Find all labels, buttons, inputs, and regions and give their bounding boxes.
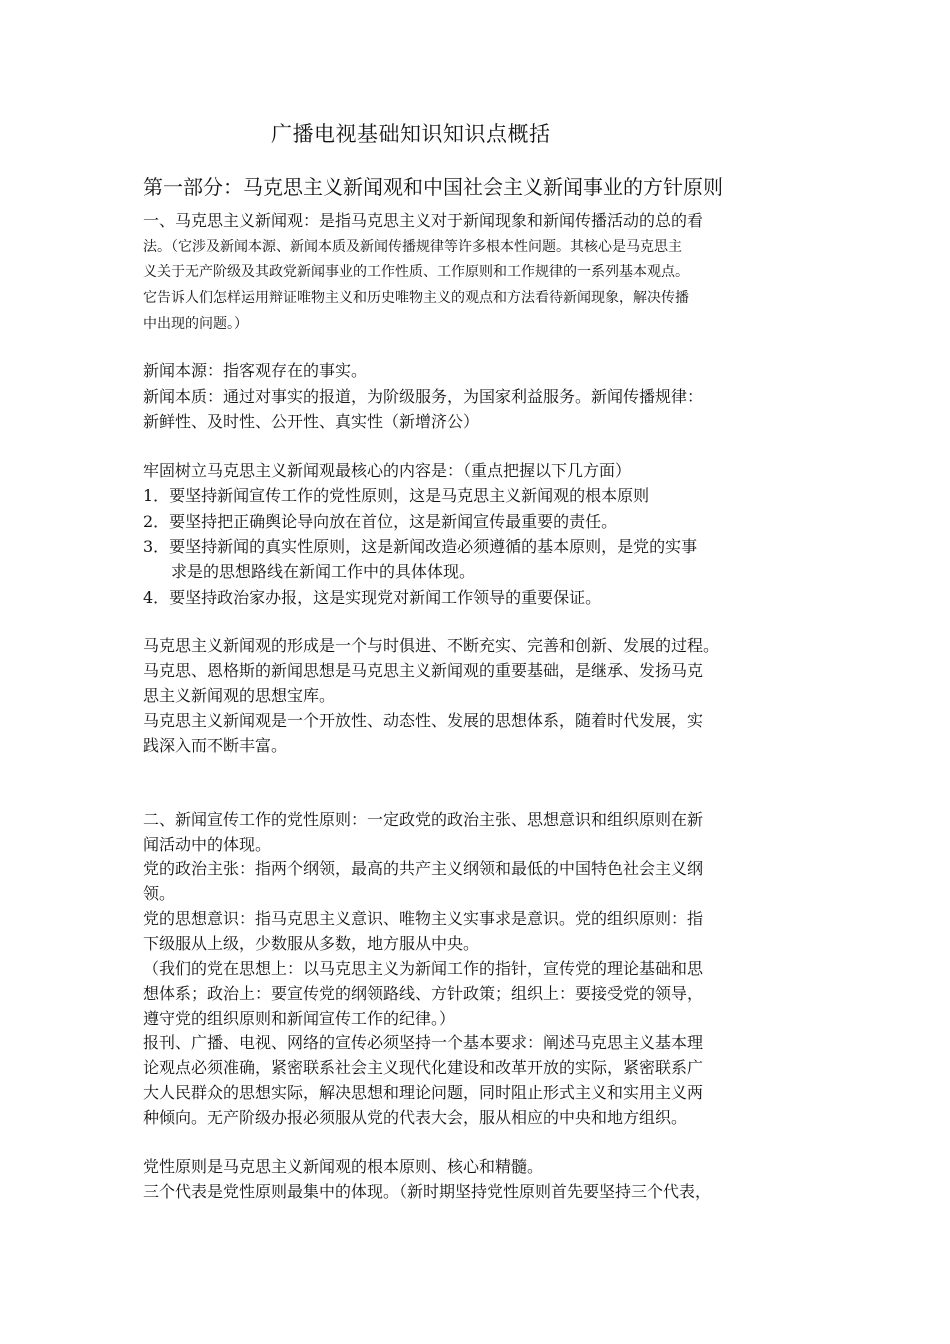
paragraph-line: 党性原则是马克思主义新闻观的根本原则、核心和精髓。	[143, 1157, 544, 1176]
paragraph-line: 党的政治主张：指两个纲领，最高的共产主义纲领和最低的中国特色社会主义纲	[143, 859, 704, 878]
paragraph-line: 马克思主义新闻观是一个开放性、动态性、发展的思想体系，随着时代发展，实	[143, 711, 704, 730]
paragraph-line: 思主义新闻观的思想宝库。	[143, 686, 336, 705]
paragraph-line: 报刊、广播、电视、网络的宣传必须坚持一个基本要求：阐述马克思主义基本理	[143, 1033, 704, 1052]
paragraph-line: 党的思想意识：指马克思主义意识、唯物主义实事求是意识。党的组织原则：指	[143, 909, 704, 928]
section-heading-line: 二、新闻宣传工作的党性原则：一定政党的政治主张、思想意识和组织原则在新	[143, 810, 704, 829]
document-title: 广播电视基础知识知识点概括	[271, 122, 551, 146]
paragraph-line: 它告诉人们怎样运用辩证唯物主义和历史唯物主义的观点和方法看待新闻现象，解决传播	[143, 290, 689, 306]
paragraph-line: 一、马克思主义新闻观：是指马克思主义对于新闻现象和新闻传播活动的总的看	[143, 211, 704, 230]
paragraph-line: 法。（它涉及新闻本源、新闻本质及新闻传播规律等许多根本性问题。其核心是马克思主	[143, 239, 682, 255]
list-item: 4．要坚持政治家办报，这是实现党对新闻工作领导的重要保证。	[143, 588, 602, 607]
list-item: 2．要坚持把正确舆论导向放在首位，这是新闻宣传最重要的责任。	[143, 512, 618, 531]
list-item: 1．要坚持新闻宣传工作的党性原则，这是马克思主义新闻观的根本原则	[143, 486, 650, 505]
paragraph-line: 牢固树立马克思主义新闻观最核心的内容是：（重点把握以下几方面）	[143, 461, 632, 480]
paragraph-line: 大人民群众的思想实际，解决思想和理论问题，同时阻止形式主义和实用主义两	[143, 1083, 704, 1102]
paragraph-line: 中出现的问题。）	[143, 316, 248, 332]
paragraph-line: 三个代表是党性原则最集中的体现。（新时期坚持党性原则首先要坚持三个代表，	[143, 1182, 712, 1201]
list-item-continuation: 求是的思想路线在新闻工作中的具体体现。	[171, 562, 476, 581]
paragraph-line: 种倾向。无产阶级办报必须服从党的代表大会，服从相应的中央和地方组织。	[143, 1108, 688, 1127]
part-heading: 第一部分：马克思主义新闻观和中国社会主义新闻事业的方针原则	[143, 175, 723, 199]
paragraph-line: 想体系；政治上：要宣传党的纲领路线、方针政策；组织上：要接受党的领导，	[143, 984, 704, 1003]
paragraph-line: 新鲜性、及时性、公开性、真实性（新增济公）	[143, 412, 480, 431]
paragraph-line: （我们的党在思想上：以马克思主义为新闻工作的指针，宣传党的理论基础和思	[143, 959, 704, 978]
paragraph-line: 新闻本源：指客观存在的事实。	[143, 361, 368, 380]
paragraph-line: 闻活动中的体现。	[143, 835, 272, 854]
paragraph-line: 义关于无产阶级及其政党新闻事业的工作性质、工作原则和工作规律的一系列基本观点。	[143, 264, 689, 280]
paragraph-line: 论观点必须准确，紧密联系社会主义现代化建设和改革开放的实际，紧密联系广	[143, 1058, 704, 1077]
paragraph-line: 遵守党的组织原则和新闻宣传工作的纪律。）	[143, 1009, 456, 1028]
paragraph-line: 马克思、恩格斯的新闻思想是马克思主义新闻观的重要基础，是继承、发扬马克	[143, 661, 704, 680]
list-item: 3．要坚持新闻的真实性原则，这是新闻改造必须遵循的基本原则，是党的实事	[143, 537, 698, 556]
paragraph-line: 马克思主义新闻观的形成是一个与时俱进、不断充实、完善和创新、发展的过程。	[143, 636, 720, 655]
paragraph-line: 领。	[143, 884, 176, 903]
paragraph-line: 新闻本质：通过对事实的报道，为阶级服务，为国家利益服务。新闻传播规律：	[143, 387, 704, 406]
paragraph-line: 践深入而不断丰富。	[143, 736, 288, 755]
paragraph-line: 下级服从上级，少数服从多数，地方服从中央。	[143, 934, 480, 953]
